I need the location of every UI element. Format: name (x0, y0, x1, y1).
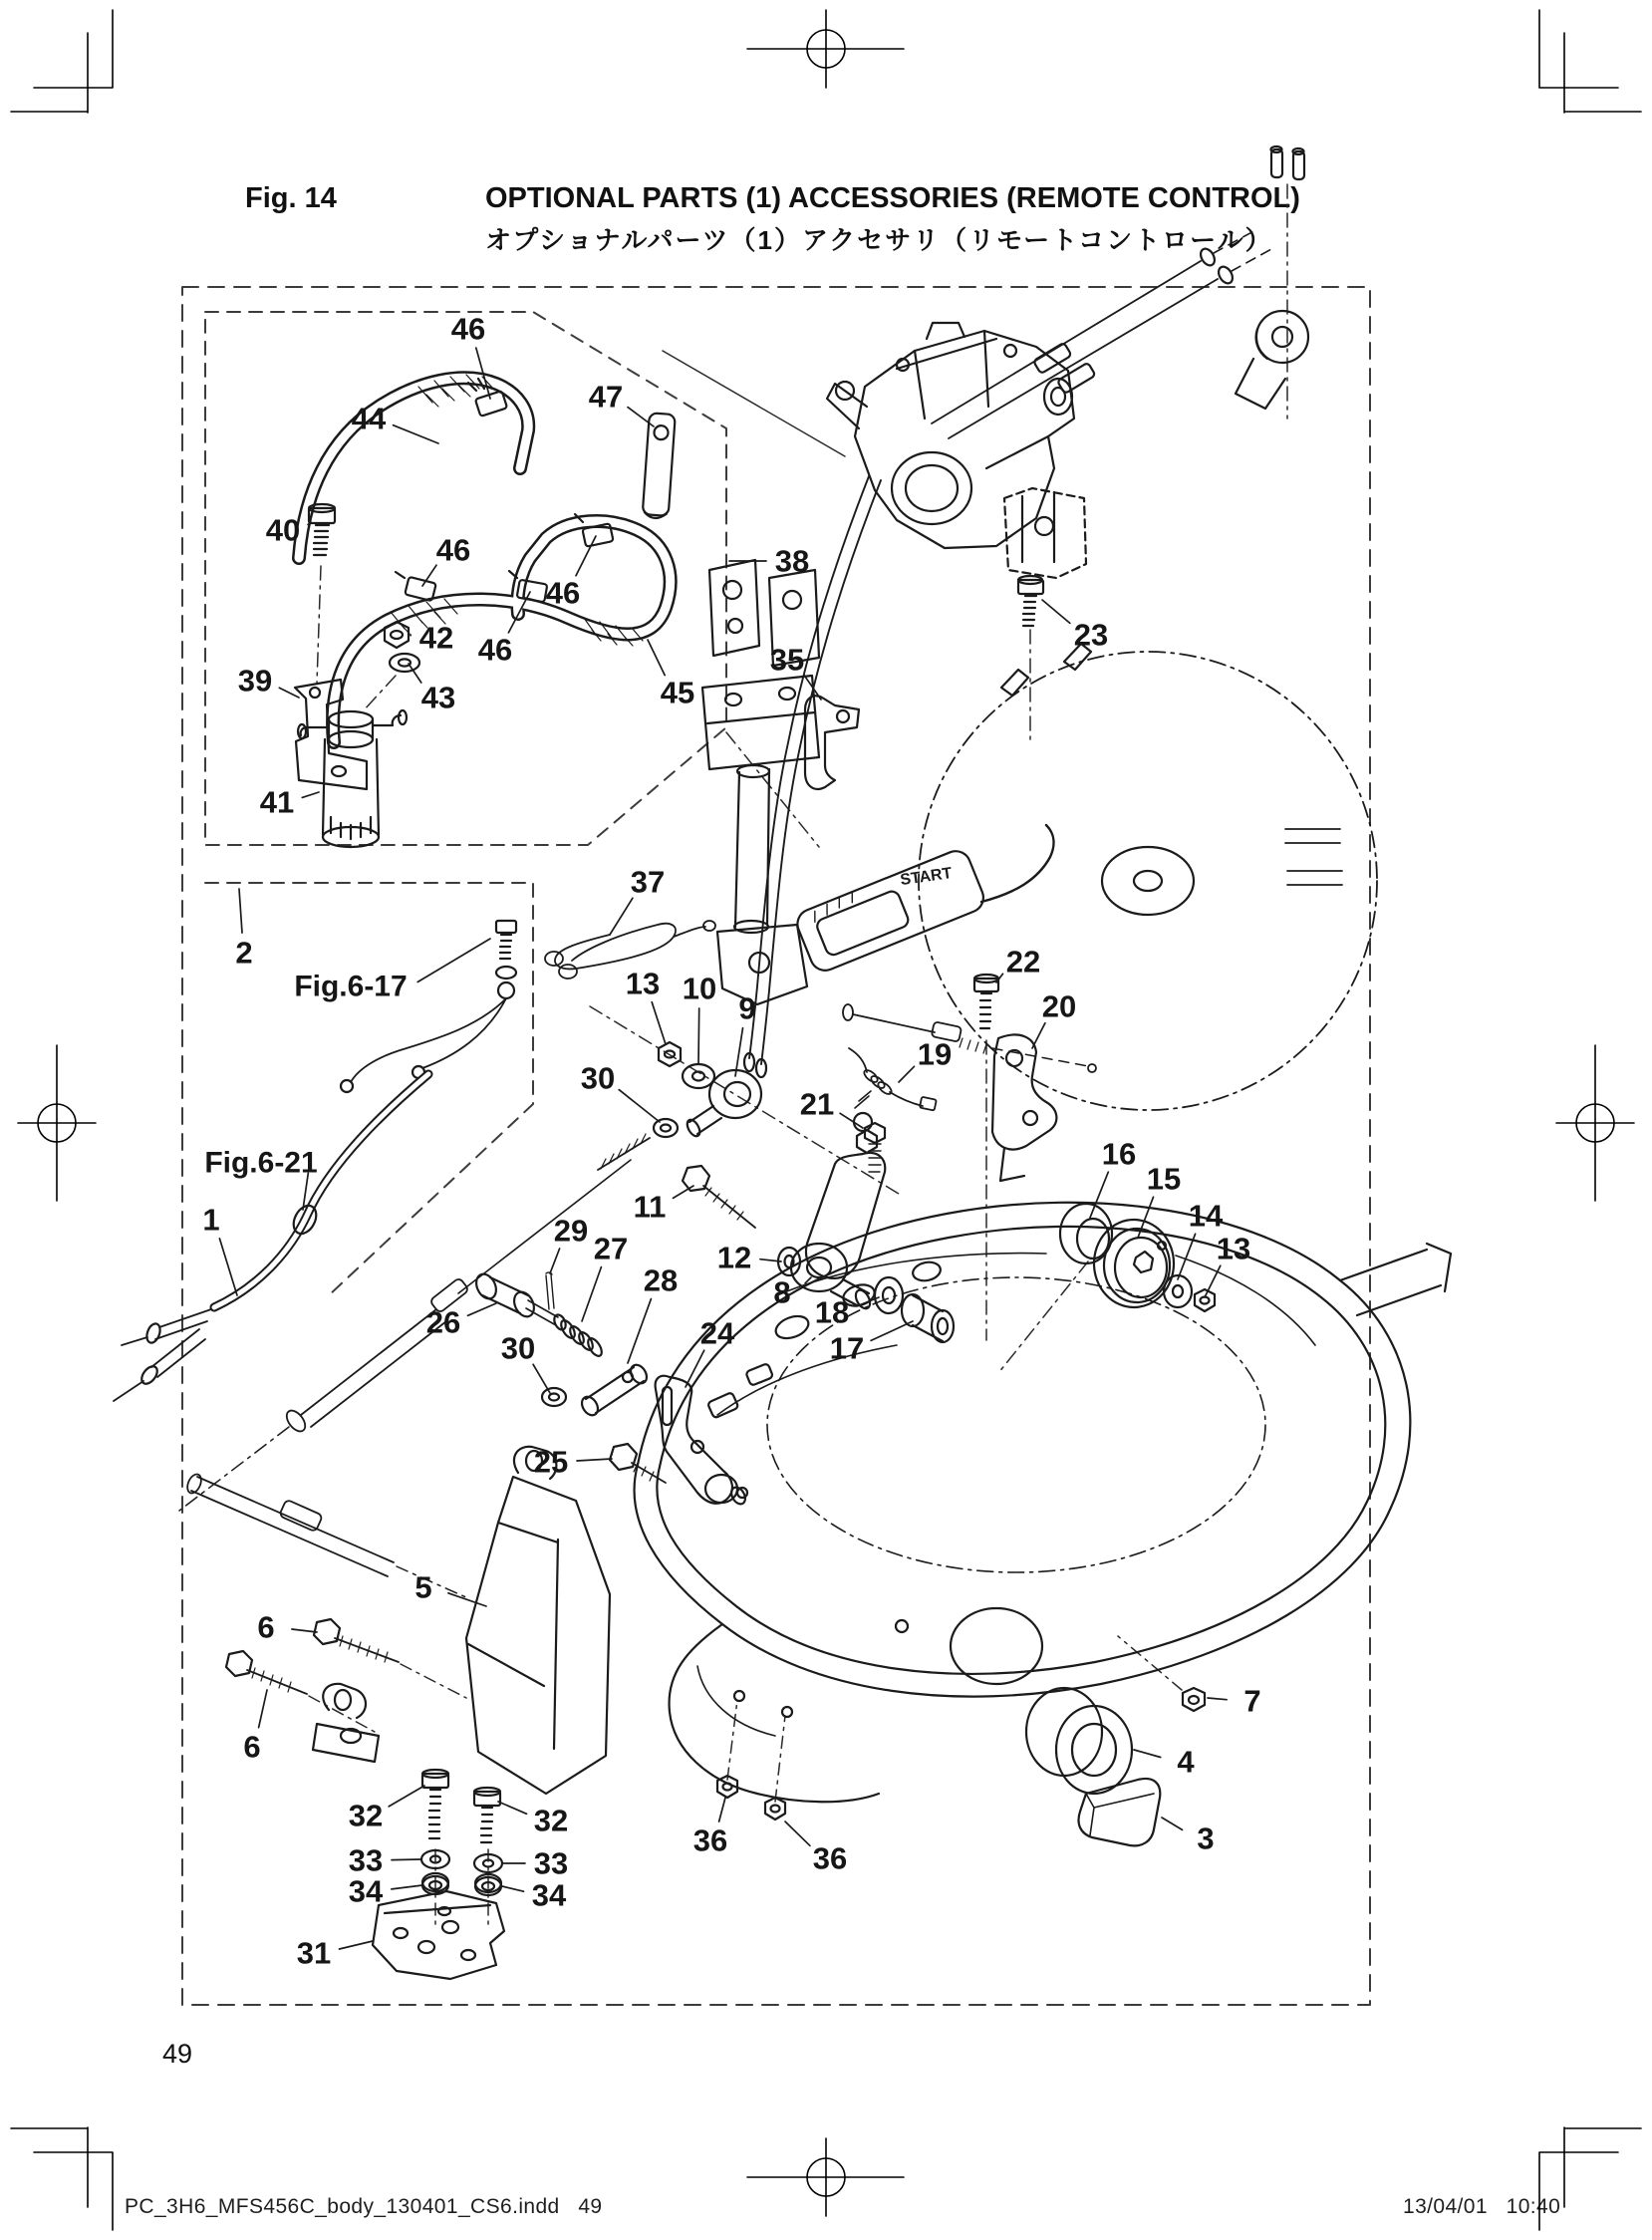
part-number-callout: 41 (259, 784, 295, 820)
part-number-callout: 46 (545, 575, 581, 611)
part-number-callout: 6 (257, 1609, 275, 1645)
part-number-callout: 35 (769, 642, 805, 678)
leader-line (582, 1267, 601, 1321)
leader-line (610, 898, 633, 935)
part-number-callout: 46 (450, 311, 486, 347)
footer-timestamp: 13/04/01 10:40 (1403, 2195, 1561, 2218)
leader-line (239, 889, 242, 933)
leader-line (652, 1002, 666, 1044)
leader-line (698, 1008, 699, 1064)
figure-reference: Fig.6-21 (204, 1146, 318, 1180)
part-number-callout: 34 (348, 1873, 384, 1909)
part-number-callout: 32 (533, 1803, 569, 1838)
leader-line (628, 1299, 651, 1363)
part-number-callout: 22 (1005, 944, 1041, 980)
part-number-callout: 42 (418, 620, 454, 656)
part-number-callout: 36 (692, 1822, 728, 1858)
part-number-callout: 5 (414, 1569, 432, 1605)
leader-line (302, 792, 319, 797)
part-number-callout: 30 (580, 1060, 616, 1096)
leader-line (1090, 1172, 1108, 1218)
part-number-callout: 23 (1073, 617, 1109, 653)
part-number-callout: 26 (425, 1304, 461, 1340)
leader-line (899, 1066, 915, 1082)
part-number-callout: 43 (420, 680, 456, 715)
part-number-callout: 39 (237, 663, 273, 699)
leader-line (259, 1690, 267, 1728)
part-number-callout: 8 (773, 1274, 791, 1310)
leader-line (498, 1802, 527, 1814)
part-number-callout: 16 (1101, 1136, 1137, 1172)
part-number-callout: 31 (296, 1935, 332, 1971)
part-number-callout: 3 (1197, 1820, 1215, 1856)
leader-line (1208, 1698, 1227, 1700)
leader-line (619, 1090, 660, 1122)
leader-line (550, 1249, 560, 1273)
leader-line (392, 1859, 420, 1860)
part-number-callout: 40 (265, 512, 301, 548)
flywheel-cover (919, 644, 1377, 1110)
part-number-callout: 7 (1243, 1683, 1261, 1719)
part-number-callout: 18 (814, 1294, 850, 1330)
part-number-callout: 11 (633, 1189, 667, 1225)
leader-line (674, 1186, 694, 1198)
part-number-callout: 13 (1216, 1231, 1251, 1266)
leader-line (648, 640, 665, 676)
part-number-callout: 21 (799, 1086, 835, 1122)
part-number-callout: 44 (351, 401, 387, 436)
bottom-cowl (635, 1203, 1451, 1846)
part-number-callout: 47 (588, 379, 624, 415)
part-number-callout: 30 (500, 1330, 536, 1366)
leader-line (719, 1798, 725, 1821)
part-number-callout: 37 (630, 864, 666, 900)
part-number-callout: 15 (1146, 1161, 1182, 1197)
leader-line (1042, 600, 1070, 623)
leader-line (1032, 1023, 1045, 1048)
leader-line (392, 1885, 422, 1889)
leader-line (394, 425, 439, 443)
part-number-callout: 34 (531, 1877, 567, 1913)
page-title-japanese: オプショナルパーツ（1）アクセサリ（リモートコントロール） (485, 225, 1273, 255)
part-number-callout: 2 (235, 935, 253, 971)
part-number-callout: 33 (533, 1845, 569, 1881)
leader-line (533, 1364, 550, 1393)
part-number-callout: 14 (1188, 1198, 1224, 1234)
leader-line (1134, 1750, 1161, 1758)
part-number-callout: 24 (699, 1315, 735, 1351)
leader-line (577, 1459, 612, 1461)
part-number-callout: 28 (643, 1262, 679, 1298)
part-number-callout: 38 (774, 543, 810, 579)
part-number-callout: 29 (553, 1213, 589, 1249)
fuel-hose-assembly (295, 375, 676, 847)
part-number-callout: 27 (593, 1231, 629, 1266)
part-number-callout: 32 (348, 1798, 384, 1833)
leader-line (417, 939, 490, 982)
part-number-callout: 46 (477, 632, 513, 668)
part-number-callout: 13 (625, 966, 661, 1001)
start-handle-label: START (899, 865, 954, 890)
leader-line (840, 1113, 863, 1128)
leader-line (871, 1321, 913, 1340)
part-number-callout: 33 (348, 1842, 384, 1878)
leader-line (389, 1786, 424, 1807)
part-number-callout: 1 (202, 1202, 220, 1238)
part-number-callout: 25 (533, 1444, 569, 1480)
leader-line (785, 1821, 810, 1845)
part-number-callout: 10 (682, 971, 717, 1006)
page-number: 49 (162, 2039, 193, 2069)
footer-filename: PC_3H6_MFS456C_body_130401_CS6.indd 49 (125, 2195, 603, 2218)
part-number-callout: 12 (716, 1240, 752, 1275)
leader-line (468, 1303, 497, 1315)
figure-reference: Fig.6-17 (294, 970, 408, 1003)
leader-line (448, 1593, 486, 1606)
part-number-callout: 17 (829, 1330, 865, 1366)
leader-line (219, 1239, 237, 1295)
part-number-callout: 9 (738, 990, 756, 1026)
part-number-callout: 19 (917, 1036, 953, 1072)
figure-number: Fig. 14 (245, 182, 337, 214)
part-number-callout: 36 (812, 1840, 848, 1876)
leader-line (502, 1886, 524, 1891)
part-number-callout: 6 (243, 1729, 261, 1765)
part-number-callout: 4 (1177, 1744, 1195, 1780)
part-number-callout: 20 (1041, 988, 1077, 1024)
part-number-callout: 46 (435, 532, 471, 568)
carburetor (827, 323, 1074, 548)
leader-line (735, 1028, 743, 1076)
page-title: OPTIONAL PARTS (1) ACCESSORIES (REMOTE CONTROL) (485, 182, 1300, 214)
leader-line (292, 1629, 317, 1632)
part-number-callout: 45 (660, 675, 695, 710)
leader-line (340, 1941, 374, 1949)
leader-line (1162, 1818, 1183, 1829)
